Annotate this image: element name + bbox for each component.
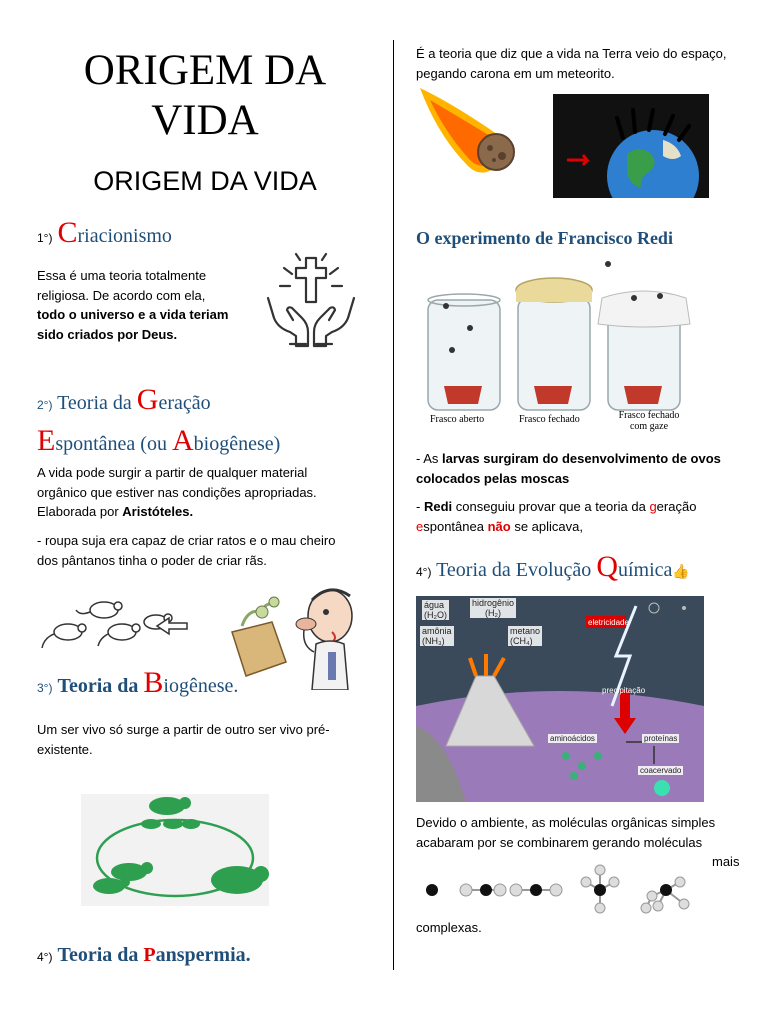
redi-bullet2-mid3: spontânea [423,518,488,534]
redi-bullet1 [416,449,756,488]
redi-bullet2-nao: não [487,518,511,534]
spontaneous-line3-bold: Aristóteles. [122,504,194,519]
spontaneous-initial-g: G [136,383,159,416]
spontaneous-heading-line1 [37,383,211,417]
spontaneous-line3-pre: Elaborada por [37,504,123,519]
label-metano-formula: (CH₄) [510,636,533,646]
spontaneous-pre: Teoria da [57,392,137,414]
creationism-line2: religiosa. De acordo com ela, [37,287,206,303]
left-arrow-icon [155,616,189,636]
spontaneous-text [37,463,377,522]
creationism-rest: riacionismo [77,225,172,247]
creationism-num: 1°) [37,231,53,245]
spontaneous-rest-a: biogênese) [193,433,281,455]
spontaneous-bullet-line1: - roupa suja era capaz de criar ratos e o mau cheiro [37,533,336,548]
biogenesis-pre: Teoria da [57,675,144,697]
label-metano-text: metano [510,626,541,636]
creationism-line1: Essa é uma teoria totalmente [37,268,207,283]
label-gauze-line2: com gaze [629,421,669,432]
redi-bullet1-line1 [416,449,756,469]
chemical-pre: Teoria da Evolução [436,559,597,581]
biogenesis-line1: Um ser vivo só surge a partir de outro ser vivo pré- [37,722,330,737]
spontaneous-num: 2°) [37,398,53,412]
label-precipitacao: precipitação [602,686,646,695]
chemical-text-complexas: complexas. [416,920,482,935]
panspermia-line1: É a teoria que diz que a vida na Terra veio do espaço, [416,46,727,61]
creationism-text [37,266,252,344]
label-proteinas: proteínas [644,734,678,743]
thumbs-up-icon: 👍 [672,565,690,580]
molecules-illustration [420,860,710,920]
chemical-line2: acabaram por se combinarem gerando moléculas [416,834,703,850]
panspermia-line2: pegando carona em um meteorito. [416,65,615,81]
spontaneous-heading-line2 [37,424,280,458]
label-hidrogenio [470,598,516,618]
panspermia-text [416,44,756,83]
meteor-image [418,86,528,186]
label-agua-text: água [424,600,445,610]
rat-cycle-image [81,794,269,906]
redi-bullet2-bold: Redi [423,499,453,514]
redi-bullet2-line2 [416,517,756,537]
redi-bullet2 [416,497,756,536]
panspermia-heading [37,944,251,967]
spontaneous-rest-g: eração [158,392,211,414]
chemical-initial: Q [596,550,618,583]
biogenesis-initial: B [143,666,164,699]
spontaneous-line2: orgânico que estiver nas condições apropriadas. [37,484,317,500]
redi-bullet1-pre: - As [416,451,443,466]
creationism-heading [37,216,172,250]
chemical-evolution-diagram [416,596,704,802]
redi-bullet2-mid2: eração [656,499,697,514]
main-title-line1: ORIGEM DA [83,47,327,94]
biogenesis-num: 3°) [37,681,53,695]
redi-bullet2-pre: - [416,499,424,514]
biogenesis-rest: iogênese. [163,675,239,697]
label-agua-formula: (H₂O) [424,610,447,620]
label-open-jar: Frasco aberto [430,414,485,425]
cross-hands-icon [262,248,360,348]
biogenesis-heading [37,666,238,700]
label-amonia-formula: (NH₃) [422,636,445,646]
label-hidrogenio-formula: (H₂) [485,608,502,618]
label-gauze-line1: Frasco fechado [618,410,680,421]
spontaneous-rest-e: spontânea (ou [55,433,172,455]
label-hidrogenio-text: hidrogênio [472,598,515,608]
redi-bullet1-line2: colocados pelas moscas [416,470,570,486]
redi-bullet2-end: se aplicava, [510,518,583,534]
creationism-line3: todo o universo e a vida teriam [37,307,229,322]
creationism-line4: sido criados por Deus. [37,326,178,342]
chemical-num: 4°) [416,565,432,579]
panspermia-rest: anspermia. [155,944,251,966]
panspermia-initial: P [143,944,156,966]
spontaneous-bullet [37,531,377,570]
column-divider [393,40,394,970]
label-eletricidade: eletricidade [588,618,629,627]
biogenesis-text [37,720,377,759]
creationism-initial: C [57,216,78,249]
main-title-line2: VIDA [151,97,259,144]
panspermia-pre: Teoria da [57,944,144,966]
label-aminoacidos: aminoácidos [550,734,595,743]
spontaneous-line1: A vida pode surgir a partir de qualquer material [37,465,308,480]
chemical-text [416,813,756,852]
chemical-text-mais: mais [712,854,740,869]
chemical-rest: uímica [617,559,673,581]
redi-bullet2-mid: conseguiu provar que a teoria da [452,499,650,514]
spontaneous-initial-e: E [37,424,56,457]
redi-bullet2-e: e [416,518,424,534]
label-agua [422,600,449,620]
chemical-line1: Devido o ambiente, as moléculas orgânicas simples [416,815,716,830]
redi-bullet2-g: g [649,499,657,514]
label-closed-jar: Frasco fechado [519,414,580,425]
label-coacervado: coacervado [640,766,682,775]
earth-bacteria-image [553,94,709,198]
redi-bullet2-line1 [416,497,756,517]
main-title [40,46,370,146]
label-metano [508,626,542,646]
label-gauze-jar [614,410,684,432]
spontaneous-bullet-line2: dos pântanos tinha o poder de criar rãs. [37,552,267,568]
label-amonia-text: amônia [422,626,452,636]
redi-heading: O experimento de Francisco Redi [416,228,673,248]
chemical-heading [416,550,690,584]
biogenesis-line2: existente. [37,741,93,757]
spontaneous-initial-a: A [171,424,194,457]
spontaneous-line3 [37,502,377,522]
man-smelling-illustration [222,582,370,690]
label-amonia [420,626,454,646]
panspermia-num: 4°) [37,950,53,964]
subtitle: ORIGEM DA VIDA [93,166,317,196]
redi-bullet1-bold: larvas surgiram do desenvolvimento de ovos [442,451,721,466]
